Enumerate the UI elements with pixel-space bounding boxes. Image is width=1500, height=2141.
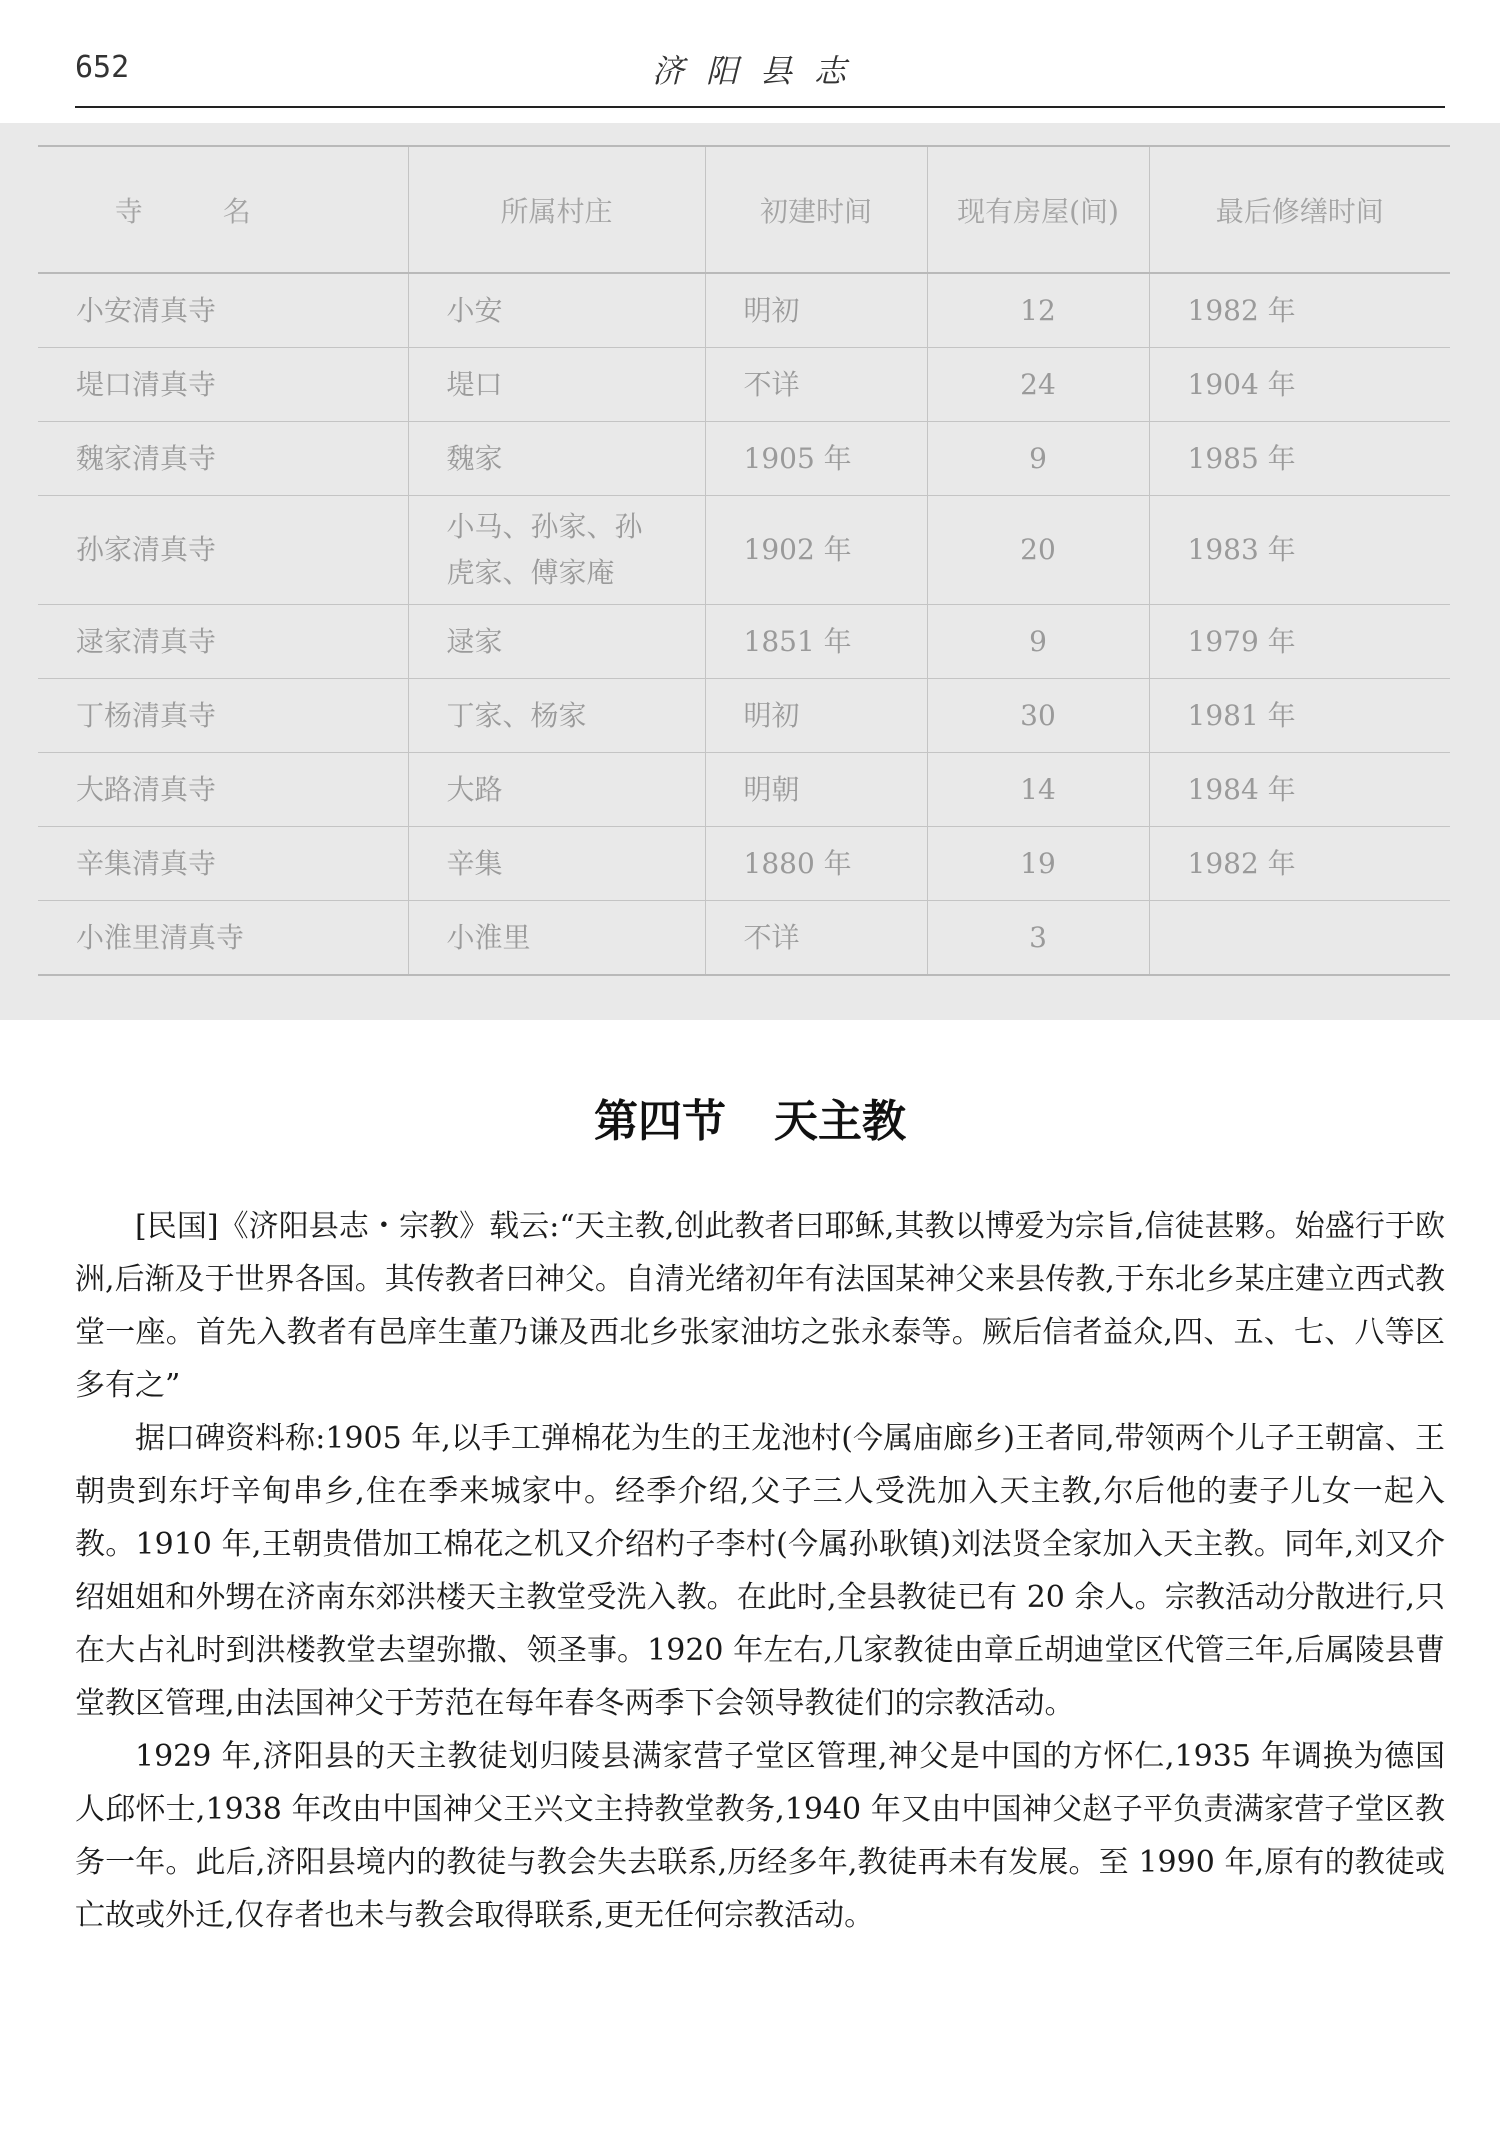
paragraph: 1929 年,济阳县的天主教徒划归陵县满家营子堂区管理,神父是中国的方怀仁,1935 年调换为德国人邱怀士,1938 年改由中国神父王兴文主持教堂教务,1940 年又由中国神父赵子平负责满家营子堂区教务一年。此后,济阳县境内的教徒与教会失去联系,历经多年,教徒再未有发展。至 1990 年,原有的教徒或亡故或外迁,仅存者也未与教会取得联系,更无任何宗教活动。 xyxy=(75,1739,1445,1933)
body-text xyxy=(75,1200,1445,1942)
table-cell: 1983 年 xyxy=(1149,496,1450,605)
table-cell: 逯家清真寺 xyxy=(38,605,408,679)
section-name: 天主教 xyxy=(774,1096,906,1147)
table-cell: 1880 年 xyxy=(705,827,927,901)
table-cell: 丁家、杨家 xyxy=(408,679,705,753)
table-cell: 小安清真寺 xyxy=(38,273,408,348)
section-number: 第四节 xyxy=(594,1096,726,1147)
table-cell: 堤口清真寺 xyxy=(38,348,408,422)
table-header-cell: 寺名 xyxy=(38,146,408,273)
table-cell: 孙家清真寺 xyxy=(38,496,408,605)
table-cell: 1984 年 xyxy=(1149,753,1450,827)
table-cell: 24 xyxy=(927,348,1149,422)
table-row xyxy=(38,827,1450,901)
table-cell: 小淮里 xyxy=(408,901,705,976)
table-cell: 明朝 xyxy=(705,753,927,827)
table-cell: 不详 xyxy=(705,901,927,976)
table-cell: 小马、孙家、孙虎家、傅家庵 xyxy=(408,496,705,605)
paragraph: [民国]《济阳县志・宗教》载云:“天主教,创此教者曰耶稣,其教以博爱为宗旨,信徒甚夥。始盛行于欧洲,后渐及于世界各国。其传教者曰神父。自清光绪初年有法国某神父来县传教,于东北乡某庄建立西式教堂一座。首先入教者有邑庠生董乃谦及西北乡张家油坊之张永泰等。厥后信者益众,四、五、七、八等区多有之” xyxy=(75,1209,1445,1403)
table-cell: 1904 年 xyxy=(1149,348,1450,422)
running-title: 济阳县志 xyxy=(651,52,868,90)
table-cell: 大路 xyxy=(408,753,705,827)
table-row xyxy=(38,422,1450,496)
table-header-row xyxy=(38,146,1450,273)
table-cell: 明初 xyxy=(705,679,927,753)
table-cell: 魏家清真寺 xyxy=(38,422,408,496)
table-row xyxy=(38,273,1450,348)
table-cell: 9 xyxy=(927,422,1149,496)
table-row xyxy=(38,753,1450,827)
table-cell: 辛集清真寺 xyxy=(38,827,408,901)
table-cell: 小安 xyxy=(408,273,705,348)
table-cell: 1851 年 xyxy=(705,605,927,679)
table-cell: 30 xyxy=(927,679,1149,753)
table-cell xyxy=(1149,901,1450,976)
page-header xyxy=(75,40,1445,108)
table-cell: 1985 年 xyxy=(1149,422,1450,496)
table-row xyxy=(38,348,1450,422)
page-number: 652 xyxy=(75,50,130,85)
table-cell: 逯家 xyxy=(408,605,705,679)
table-cell: 12 xyxy=(927,273,1149,348)
table-header-cell: 初建时间 xyxy=(705,146,927,273)
table-cell: 19 xyxy=(927,827,1149,901)
table-cell: 1979 年 xyxy=(1149,605,1450,679)
table-cell: 不详 xyxy=(705,348,927,422)
table-row xyxy=(38,901,1450,976)
table-cell: 明初 xyxy=(705,273,927,348)
table-row xyxy=(38,679,1450,753)
section-title xyxy=(0,1085,1500,1149)
table-cell: 20 xyxy=(927,496,1149,605)
table-cell: 1905 年 xyxy=(705,422,927,496)
table-cell: 丁杨清真寺 xyxy=(38,679,408,753)
table-header-cell: 最后修缮时间 xyxy=(1149,146,1450,273)
mosque-table xyxy=(38,145,1450,976)
table-row xyxy=(38,605,1450,679)
table-header-cell: 所属村庄 xyxy=(408,146,705,273)
table-cell: 魏家 xyxy=(408,422,705,496)
table-cell: 1981 年 xyxy=(1149,679,1450,753)
paragraph: 据口碑资料称:1905 年,以手工弹棉花为生的王龙池村(今属庙廊乡)王者同,带领两个儿子王朝富、王朝贵到东圩辛甸串乡,住在季来城家中。经季介绍,父子三人受洗加入天主教,尔后他的妻子儿女一起入教。1910 年,王朝贵借加工棉花之机又介绍杓子李村(今属孙耿镇)刘法贤全家加入天主教。同年,刘又介绍姐姐和外甥在济南东郊洪楼天主教堂受洗入教。在此时,全县教徒已有 20 余人。宗教活动分散进行,只在大占礼时到洪楼教堂去望弥撒、领圣事。1920 年左右,几家教徒由章丘胡迪堂区代管三年,后属陵县曹堂教区管理,由法国神父于芳范在每年春冬两季下会领导教徒们的宗教活动。 xyxy=(75,1421,1445,1721)
table-cell: 1902 年 xyxy=(705,496,927,605)
table-cell: 14 xyxy=(927,753,1149,827)
table-cell: 堤口 xyxy=(408,348,705,422)
table-cell: 1982 年 xyxy=(1149,273,1450,348)
mosque-table-panel xyxy=(0,123,1500,1020)
table-row xyxy=(38,496,1450,605)
table-cell: 小淮里清真寺 xyxy=(38,901,408,976)
table-cell: 1982 年 xyxy=(1149,827,1450,901)
table-header-cell: 现有房屋(间) xyxy=(927,146,1149,273)
table-cell: 辛集 xyxy=(408,827,705,901)
table-cell: 3 xyxy=(927,901,1149,976)
table-cell: 大路清真寺 xyxy=(38,753,408,827)
table-cell: 9 xyxy=(927,605,1149,679)
